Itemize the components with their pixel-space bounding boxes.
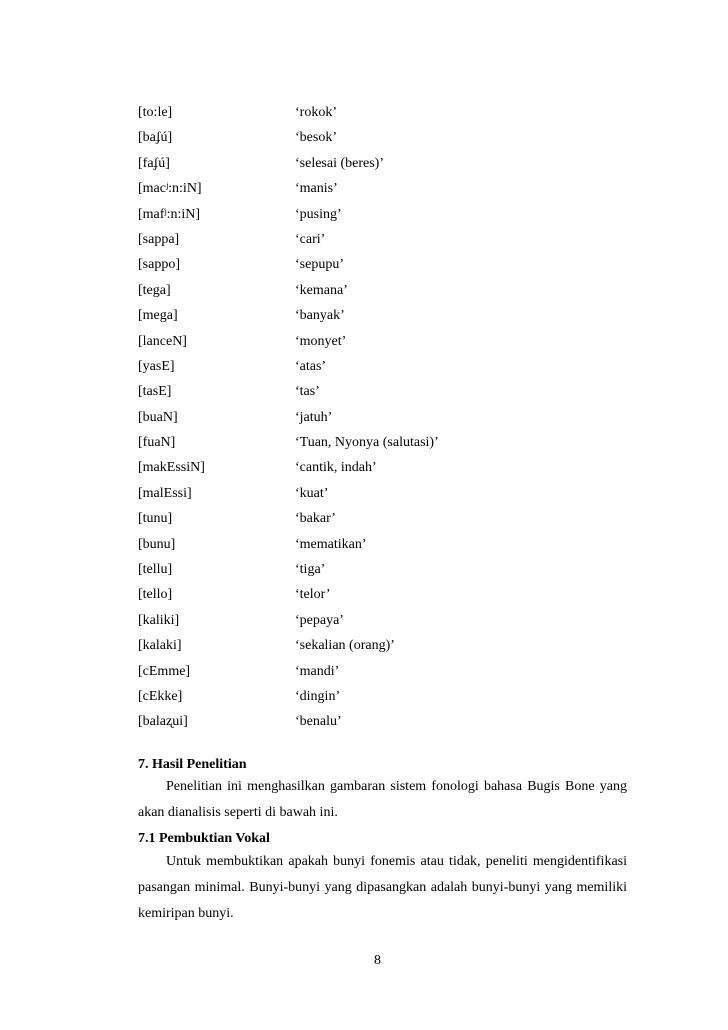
phonetic-form: [mega]	[138, 308, 178, 324]
word-row	[138, 383, 638, 408]
phonetic-form: [faʄú]	[138, 155, 170, 171]
gloss: ‘cari’	[295, 231, 326, 247]
word-row	[138, 180, 638, 205]
gloss: ‘sepupu’	[295, 257, 344, 273]
word-list	[138, 104, 638, 739]
phonetic-form: [cEmme]	[138, 663, 191, 679]
gloss: ‘bakar’	[295, 511, 336, 527]
phonetic-form: [lanceN]	[138, 333, 187, 349]
gloss: ‘Tuan, Nyonya (salutasi)’	[295, 435, 439, 451]
gloss: ‘tiga’	[295, 562, 326, 578]
paragraph-hasil-penelitian: Penelitian ini menghasilkan gambaran sistem fonologi bahasa Bugis Bone yang akan dianalisis seperti di bawah ini.	[138, 779, 627, 820]
word-row	[138, 663, 638, 688]
phonetic-form: [sappo]	[138, 257, 180, 273]
word-row	[138, 434, 638, 459]
word-row	[138, 206, 638, 231]
gloss: ‘manis’	[295, 181, 338, 197]
gloss: ‘pepaya’	[295, 612, 344, 628]
phonetic-form: [yasE]	[138, 358, 175, 374]
page-number: 8	[374, 953, 381, 968]
word-row	[138, 612, 638, 637]
word-row	[138, 485, 638, 510]
phonetic-form: [kalaki]	[138, 638, 182, 654]
phonetic-form: [bunu]	[138, 536, 176, 552]
phonetic-form: [tega]	[138, 282, 171, 298]
phonetic-form: [macʲ:n:iN]	[138, 181, 202, 197]
gloss: ‘pusing’	[295, 206, 342, 222]
gloss: ‘banyak’	[295, 308, 345, 324]
gloss: ‘benalu’	[295, 714, 342, 730]
gloss: ‘cantik, indah’	[295, 460, 377, 476]
word-row	[138, 586, 638, 611]
section-heading-pembuktian-vokal: 7.1 Pembuktian Vokal	[138, 831, 270, 846]
phonetic-form: [baʄú]	[138, 130, 173, 146]
word-row	[138, 282, 638, 307]
gloss: ‘atas’	[295, 358, 327, 374]
word-row	[138, 256, 638, 281]
gloss: ‘monyet’	[295, 333, 347, 349]
word-row	[138, 333, 638, 358]
phonetic-form: [tasE]	[138, 384, 172, 400]
phonetic-form: [fuaN]	[138, 435, 176, 451]
word-row	[138, 104, 638, 129]
gloss: ‘mematikan’	[295, 536, 367, 552]
phonetic-form: [kaliki]	[138, 612, 180, 628]
phonetic-form: [sappa]	[138, 231, 180, 247]
word-row	[138, 561, 638, 586]
gloss: ‘besok’	[295, 130, 337, 146]
word-row	[138, 129, 638, 154]
word-row	[138, 358, 638, 383]
paragraph-pembuktian-vokal: Untuk membuktikan apakah bunyi fonemis atau tidak, peneliti mengidentifikasi pasangan minimal. Bunyi-bunyi yang dipasangkan adalah bunyi-bunyi yang memiliki kemiripan bunyi.	[138, 854, 627, 921]
gloss: ‘kemana’	[295, 282, 348, 298]
word-row	[138, 688, 638, 713]
word-row	[138, 637, 638, 662]
gloss: ‘mandi’	[295, 663, 340, 679]
gloss: ‘jatuh’	[295, 409, 333, 425]
phonetic-form: [balaʐui]	[138, 714, 188, 730]
gloss: ‘selesai (beres)’	[295, 155, 385, 171]
gloss: ‘tas’	[295, 384, 320, 400]
word-row	[138, 307, 638, 332]
word-row	[138, 155, 638, 180]
word-row	[138, 409, 638, 434]
gloss: ‘kuat’	[295, 485, 329, 501]
word-row	[138, 713, 638, 738]
word-row	[138, 231, 638, 256]
phonetic-form: [to:le]	[138, 105, 173, 120]
phonetic-form: [buaN]	[138, 409, 178, 425]
gloss: ‘sekalian (orang)’	[295, 638, 395, 654]
gloss: ‘telor’	[295, 587, 331, 603]
gloss: ‘dingin’	[295, 688, 341, 704]
phonetic-form: [makEssiN]	[138, 460, 205, 476]
phonetic-form: [tello]	[138, 587, 173, 603]
section-heading-hasil-penelitian: 7. Hasil Penelitian	[138, 757, 247, 772]
gloss: ‘rokok’	[295, 105, 337, 120]
phonetic-form: [mafʲ:n:iN]	[138, 206, 201, 222]
word-row	[138, 510, 638, 535]
phonetic-form: [tunu]	[138, 511, 173, 527]
word-row	[138, 536, 638, 561]
phonetic-form: [cEkke]	[138, 688, 183, 704]
phonetic-form: [malEssi]	[138, 485, 192, 501]
word-row	[138, 459, 638, 484]
phonetic-form: [tellu]	[138, 562, 173, 578]
